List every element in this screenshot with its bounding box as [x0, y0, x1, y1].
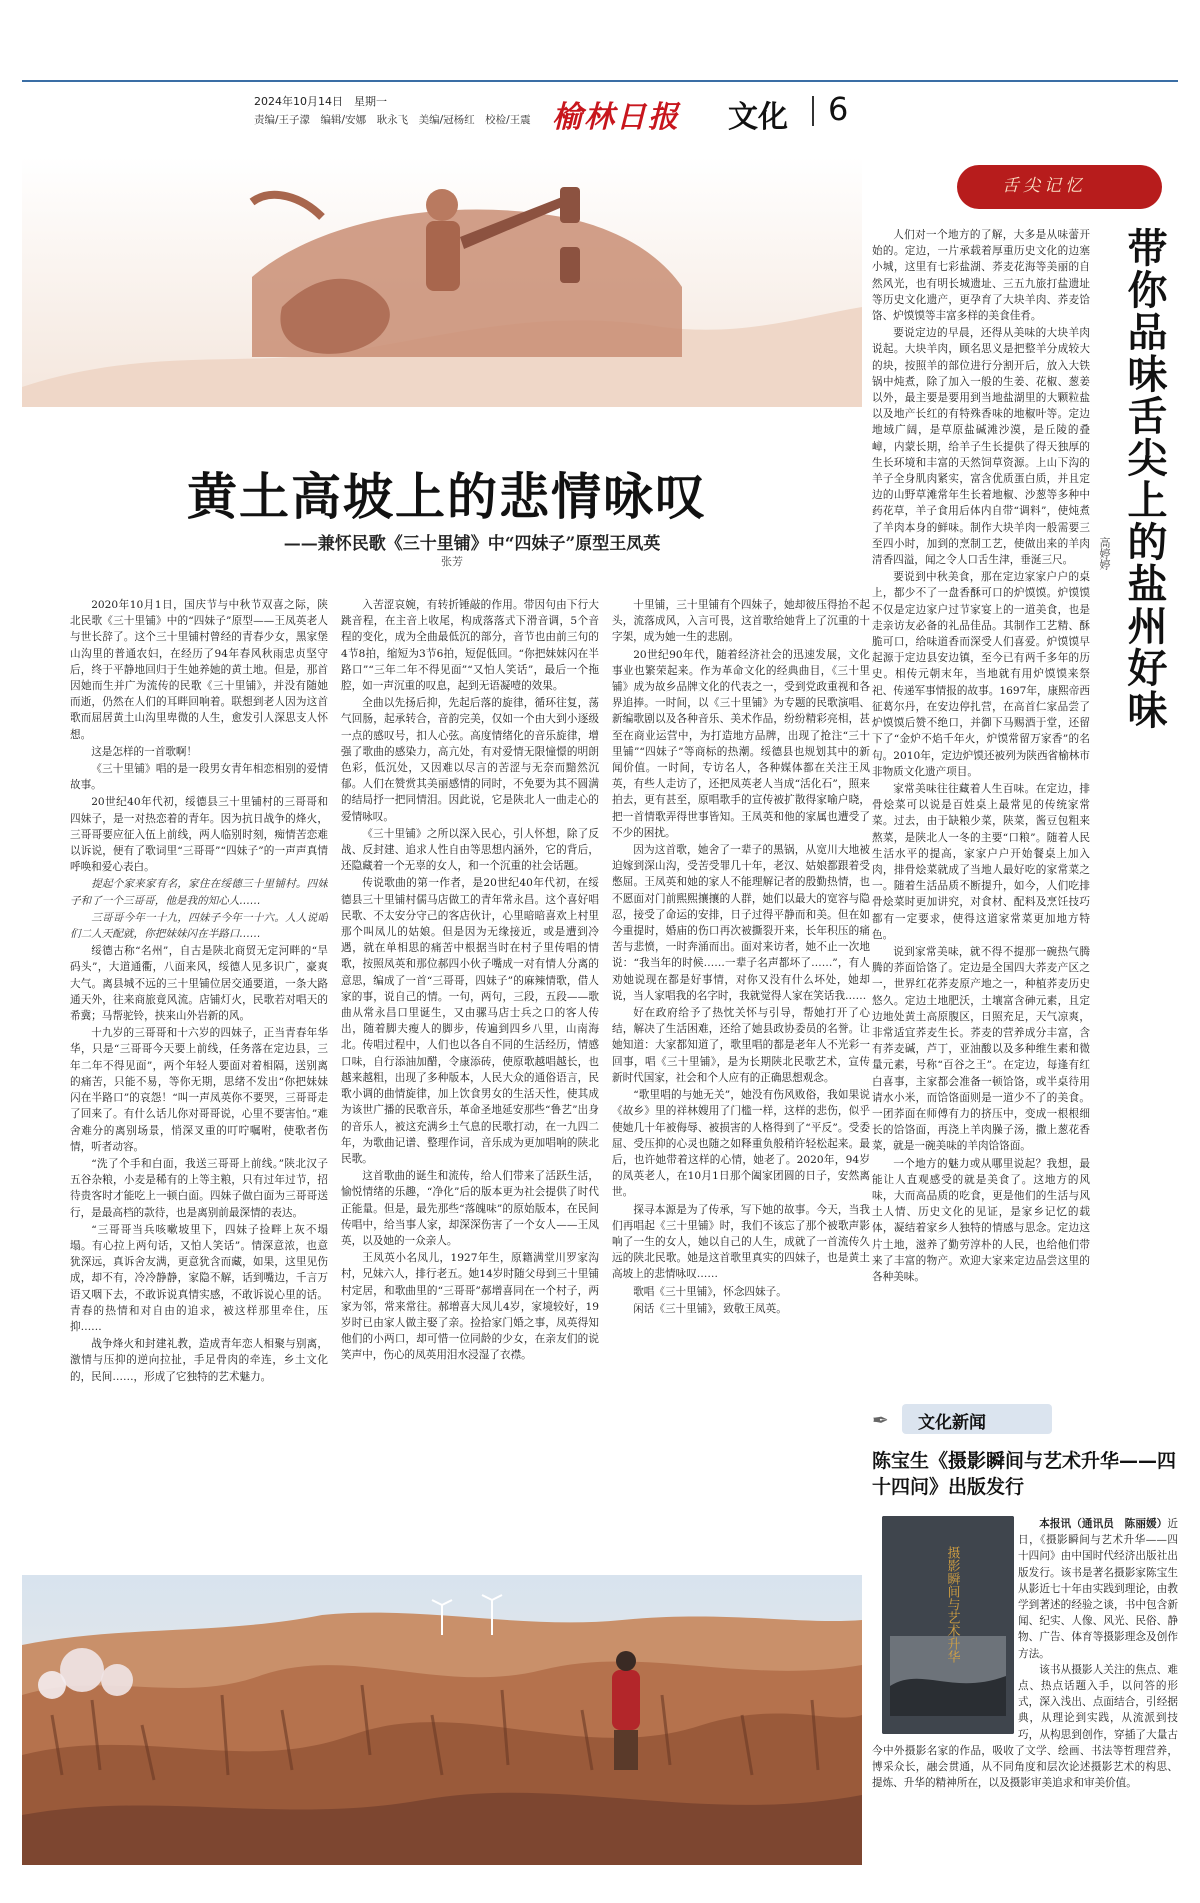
news-title: 陈宝生《摄影瞬间与艺术升华——四十四问》出版发行 [872, 1450, 1177, 1498]
article-paragraph: 好在政府给予了热忱关怀与引导，帮她打开了心结，解决了生活困难，还给了她县政协委员的名誉。让她知道：大家都知道了，歌里唱的都是老年人不光彩一回事，唱《三十里铺》，是为长期陕北民歌艺术，宣传新时代国家，社会和个人应有的正确思想观念。 [612, 1007, 870, 1084]
article-paragraph: “三哥哥当兵咳嗽坡里下，四妹子捡畔上灰不塌塌。有心拉上两句话，又怕人笑话”。情深意浓，也意犹深远，真诉舍友满，更意犹含而藏，如果，这里见伤成，却不有，冷冷静静，家隐不解，话到嘴边，千言万语又咽下去，不敢诉说真情实感，不敢诉说心里的话。青春的热情和对自由的追求，被这样那里牵住，压抑…… [70, 1223, 328, 1333]
food-paragraph: 要说定边的早晨，还得从美味的大块羊肉说起。大块羊肉，顾名思义是把整羊分成较大的块，按照羊的部位进行分割开后，放入大铁锅中炖煮，除了加入一般的生姜、花椒、葱姜以外，最主要是要用到当地盐湖里的大颗粒盐以及地产长红的有特殊香味的地椒叶等。定边地域广阔，是草原盐碱滩沙漠，是丘陵的叠嶂，内蒙长期，给羊子生长提供了得天独厚的生长环境和丰富的天然饲草资源。上山下沟的羊子全身肌肉紧实，富含优质蛋白质，并且定边的山野草滩常年生长着地椒、沙葱等多种中药花草，羊子食用后体内自带“调料”，使炖煮了羊肉本身的鲜味。制作大块羊肉一般需要三至四小时，加到的烹制工艺，使做出来的羊肉清香四溢，闻之令人口舌生津，垂涎三尺。 [872, 327, 1090, 567]
food-paragraph: 要说到中秋美食，那在定边家家户户的桌上，都少不了一盘香酥可口的炉馍馍。炉馍馍不仅是定边家户过节家宴上的一道美食，也是走亲访友必备的礼品佳品。其制作工艺精、酥脆可口，给味道香而深受人们喜爱。炉馍馍早起源于定边县安边镇，至今已有两千多年的历史。相传元朝末年，当地就有用炉馍馍来祭祀、传递军事情报的故事。1697年，康熙帝西征葛尔丹，在安边停扎营，在高首仁家品尝了炉馍馍后赞不绝口，并御下马赐酒于堂，还留下了“金炉不焰千年火，炉馍常留万家香”的名句。2010年，定边炉馍还被列为陕西省榆林市非物质文化遗产项目。 [872, 571, 1090, 778]
masthead [22, 80, 1178, 136]
article-paragraph: 这是怎样的一首歌啊！ [91, 745, 198, 758]
quill-icon: ✒ [872, 1408, 889, 1432]
article-paragraph: 因为这首歌，她舍了一辈子的黑锅，从宽川大地被迫嫁到深山沟，受苦受罪几十年，老汉、姑娘都跟着受憋屈。王凤英和她的家人不能理解记者的殷勤热情，也不愿面对门前熙熙攘攘的人群，她们以最大的宽容与隐忍，接受了命运的安排，日子过得平静而和美。但在如今重提时，婚庙的伤口再次被撕裂开来，长年积压的痛苦与悲愤，一时奔涌而出。面对来访者，她不止一次地说：“我当年的时候……一辈子名声都坏了……”，有人劝她说现在都是好事情，对你又没有什么坏处，她却说，当人家唱我的名字时，我就觉得人家在笑话我…… [612, 844, 870, 1002]
article-paragraph: 《三十里铺》唱的是一段男女青年相恋相别的爱情故事。 [70, 763, 328, 792]
lyric-quote: 三哥哥今年一十九，四妹子今年一十六。人人说咱们二人天配就，你把妹妹闪在半路口…… [70, 911, 328, 941]
article-paragraph: 传说歌曲的第一作者，是20世纪40年代初，在绥德县三十里铺村儒马店做工的青年常永昌。这个喜好唱民歌、不太安分守己的客店伙计，心里暗暗喜欢上村里那个叫凤儿的姑娘。但是因为无缘接近，或是遭到冷遇，就在单相思的痛苦中根据当时在村子里传唱的情歌，按照凤英和那位郝四小伙子嘴成一对有情人分离的意思，编成了一首“三哥哥，四妹子”的麻辣情歌，借人家的事，说自己的情。一句，两句，三段，五段——歌曲从常永昌口里诞生，又由骡马店士兵之口的客人传出，随着脚夫瘦人的脚步，传遍到四乡八里，山南海北。传唱过程中，人们也以各自不同的生活经历，情感口味，自行添油加醋，令康添砖，使原歌越唱越长，也越来越粗，出现了多种版本，人民大众的通俗语言，民歌小调的曲情旋律，加上饮食男女的生活天性，使其成为该世广播的民歌音乐，革命圣地延安那些“鲁艺”出身的音乐人，被这充满乡土气息的民歌打动，在一九四二年，为歌曲记谱、整理作词，音乐成为更加唱响的陕北民歌。 [341, 877, 599, 1165]
article-paragraph: 战争烽火和封建礼教，造成青年恋人相聚与别离，激情与压抑的逆向拉扯，手足骨肉的牵连，乡土文化的，民间……，形成了它独特的艺术魅力。 [70, 1338, 328, 1383]
article-paragraph: 全曲以先扬后抑，先起后落的旋律，循环往复，荡气回肠，起承转合，音韵完美，仅如一个由大到小逐级一点的感叹号，扣人心弦。高度情绪化的音乐旋律，增强了歌曲的感染力，高亢处，有对爱情无限憧憬的明朗色彩，低沉处，又因难以尽言的苦涩与无奈而黯然沉郁。人们在赞赏其美丽感情的同时，不免要为其不圆满的结局抒一把同情泪。因此说，它是陕北人一曲走心的爱情咏叹。 [341, 697, 599, 823]
article-paragraph: 20世纪40年代初，绥德县三十里铺村的三哥哥和四妹子，是一对热恋着的青年。因为抗日战争的烽火，三哥哥要应征入伍上前线，两人临别时刻，痴情苦恋难以诉说，便有了歌词里“三哥哥”“四妹子”的一声声真情呼唤和爱心表白。 [70, 796, 328, 874]
news-dateline: 本报讯（通讯员 陈丽媛） [1039, 1518, 1168, 1530]
article-paragraph: 20世纪90年代，随着经济社会的迅速发展，文化事业也繁荣起来。作为革命文化的经典曲目，《三十里铺》成为故乡品牌文化的代表之一，受到党政重视和各界追捧。一时间，以《三十里铺》为专题的民歌演唱、新编歌剧以及各种音乐、美术作品，纷纷精彩亮相，甚至在商业运营中，为打造地方品牌，出现了抢注“三十里铺”“四妹子”等商标的热潮。绥德县也规划其中的新闻价值。一时间，专访名人，各种媒体都在关注王凤英，有些人走访了，还把凤英老人当成“活化石”，照来拍去，更有甚至，原唱歌手的宣传被扩散得家喻户晓，把一首情歌弄得世事皆知。王凤英和他的家属也遭受了不少的困扰。 [612, 648, 870, 839]
article-paragraph: 闲话《三十里铺》，致敬王凤英。 [633, 1302, 787, 1315]
issue-date: 2024年10月14日 星期一 [254, 95, 387, 108]
section-name: 文化 [728, 100, 788, 135]
article-paragraph: “洗了个手和白面，我送三哥哥上前线。”陕北汉子五谷杂粮，小麦是稀有的上等主粮，只有过年过节，招待贵客时才能吃上一顿白面。四妹子做白面为三哥哥送行，是最高档的款待，也是离别前最深情的表达。 [70, 1157, 328, 1219]
article-subtitle: ——兼怀民歌《三十里铺》中“四妹子”原型王凤英 [283, 534, 661, 554]
article-paragraph: 探寻本源是为了传承，写下她的故事。今天，当我们再唱起《三十里铺》时，我们不该忘了那个被歌声影响了一生的女人，她以自己的人生，成就了一首流传久远的陕北民歌。她是这首歌里真实的四妹子，也是黄土高坡上的悲情咏叹…… [612, 1203, 870, 1281]
article-paragraph: 绥德古称“名州”，自古是陕北商贸无定河畔的“旱码头”，大道通衢，八面来风，绥德人见多识广，豪爽大气。离县城不远的三十里铺位居交通要道，一条大路通天外，往来商旅竟风流。店铺灯火，民歌若对唱天的希冀；马帮驼铃，挟来山外岩新的风。 [70, 945, 328, 1023]
article-paragraph: 十九岁的三哥哥和十六岁的四妹子，正当青春年华华，只是“三哥哥今天要上前线，任务落在定边县，三年二年不得见面”，两个年轻人要面对着相隔，送别离的痛苦，只能不易，等你无期，思绪不发出“你把妹妹闪在半路口”的哀怨！“叫一声凤英你不要哭，三哥哥走了回来了。有什么话儿你对哥哥说，心里不要害怕。”难舍难分的离别场景，悄深叉重的叮咛嘱咐，使歌者伤情，听者动容。 [70, 1027, 328, 1153]
food-article-title: 带你品味舌尖上的盐州好味 [1121, 227, 1167, 731]
article-paragraph: 2020年10月1日，国庆节与中秋节双喜之际，陕北民歌《三十里铺》中的“四妹子”原型——王凤英老人与世长辞了。这个三十里铺村曾经的青春少女，黑家堡山沟里的普通农妇，在经历了94年春风秋雨忠贞坚守后，终于平静地回归于生她养她的黄土地。但是，那首因她而生并广为流传的民歌《三十里铺》，并没有随她而逝，仍然在人们的耳畔回响着。联想到老人因为这首歌而屈居黄土山沟里卑微的人生，愈发引人深思支人怀想。 [70, 599, 328, 741]
food-paragraph: 说到家常美味，就不得不提那一碗热气腾腾的荞面饸饹了。定边是全国四大荞麦产区之一，世界红花荞麦原产地之一，种植荞麦历史悠久。定边土地肥沃，土壤富含砷元素，且定边地处黄土高原腹区，日照充足，天气凉爽，非常适宜荞麦生长。荞麦的营养成分丰富，含有荞麦碱，芦丁，亚油酸以及多种维生素和微量元素，号称“百谷之王”。在定边，每逢有红白喜事，主家都会准备一顿饸饹，或半桌待用请水小米，而饸饹面则是一道少不了的美食。一团荞面在师傅有力的挤压中，变成一根根细长的饸饹面，再浇上羊肉臊子汤，撒上葱花香菜，就是一碗美味的羊肉饸饹面。 [872, 945, 1090, 1153]
article-paragraph: 王凤英小名凤儿，1927年生，原籍满堂川罗家沟村，兄妹六人，排行老五。她14岁时随父母到三十里铺村定居，和歌曲里的“三哥哥”郝增喜同在一个村子，两家为邻，常来常往。郝增喜大凤儿4岁，家境较好，19岁时已由家人做主娶了亲。捡拾家门婚之事，凤英得知他们的小两口，却可惜一位同龄的少女，在亲友们的说笑声中，伤心的凤英用泪水浸湿了衣襟。 [341, 1252, 599, 1362]
hero-illustration [22, 157, 862, 407]
article-column [341, 597, 599, 1572]
news-paragraph: 该书从摄影人关注的焦点、难点、热点话题入手，以问答的形式，深入浅出、点面结合，引经据典，从理论到实践，从流派到技巧，从构思到创作，穿插了大量古今中外摄影名家的作品，吸收了文学、绘画、书法等哲理营养，博采众长，融会贯通，从不同角度和层次论述摄影艺术的构思、提炼、升华的精神所在，以及摄影审美追求和审美价值。 [872, 1663, 1178, 1790]
news-paragraph: 近日，《摄影瞬间与艺术升华——四十四问》由中国时代经济出版社出版发行。该书是著名摄影家陈宝生从影近七十年由实践到理论，由教学到著述的经验之谈，书中包含新闻、纪实、人像、风光、民俗、静物、广告、体育等摄影理念及创作方法。 [1018, 1518, 1178, 1660]
newspaper-logo: 榆林日报 [552, 100, 680, 135]
article-body [70, 597, 870, 1572]
article-author: 张芳 [441, 555, 463, 568]
food-article-body [872, 227, 1090, 1407]
page-number: 6 [828, 90, 849, 128]
news-label: 文化新闻 [918, 1413, 986, 1433]
column-header-text: 舌尖记忆 [1002, 176, 1086, 196]
article-paragraph: “歌里唱的与她无关”，她没有伤风败俗，我如果说《故乡》里的祥林嫂用了门槛一样，这样的悲伤，似乎使她几十年被侮辱、被损害的人格得到了“平反”。受委屈、受压抑的心灵也随之如释重负般稍许轻松起来。最后，也许她带着这样的心情，她老了。2020年，94岁的凤英老人，在10月1日那个阖家团圆的日子，安然离世。 [612, 1089, 870, 1199]
article-paragraph: 这首歌曲的诞生和流传，给人们带来了活跃生活，愉悦情绪的乐趣，“净化”后的版本更为社会提供了时代正能量。但是，最先那些“落魄味”的原始版本，在民间传唱中，给当事人家，却深深伤害了一个女人——王凤英，以及她的一众亲人。 [341, 1170, 599, 1247]
food-feature [872, 157, 1178, 1407]
loess-landscape-photo [22, 1575, 862, 1865]
article-paragraph: 十里铺，三十里铺有个四妹子，她却彼压得抬不起头，流落成风，入言可畏，这首歌给她背上了沉重的十字架，成为她一生的悲剧。 [612, 599, 870, 644]
article-paragraph: 歌唱《三十里铺》，怀念四妹子。 [633, 1285, 787, 1298]
article-column [612, 597, 870, 1572]
book-cover-title: 摄影瞬间与艺术升华 [944, 1546, 960, 1663]
article-title: 黄土高坡上的悲情咏叹 [187, 468, 707, 526]
editor-credits: 责编/王子濛 编辑/安娜 耿永飞 美编/冠杨红 校检/王震 [254, 114, 531, 126]
culture-news [872, 1404, 1178, 1865]
food-paragraph: 一个地方的魅力或从哪里说起？我想，最能让人直观感受的就是美食了。这地方的风味，大而高品质的吃食，更是他们的生活与风土人情、历史文化的见证，是家乡记忆的载体，凝结着家乡人独特的情感与思念。定边这片土地，滋养了勤劳淳朴的人民，也给他们带来了丰富的物产。欢迎大家来定边品尝这里的各种美味。 [872, 1157, 1090, 1283]
article-paragraph: 入苦涩哀婉，有转折锤敲的作用。带因句由下行大跳音程，在主音上收尾，构成落落式下滑音调，5个音程的变化，成为全曲最低沉的部分，音节也由前三句的4节8拍，缩短为3节6拍，短促低回。“你把妹妹闪在半路口”“三年二年不得见面”“又怕人笑话”，最后一个拖腔，如一声沉重的叹息，起到无语凝噎的效果。 [341, 599, 599, 693]
lyric-quote: 提起个家来家有名，家住在绥德三十里铺村。四妹子和了一个三哥哥，他是我的知心人…… [70, 878, 328, 907]
article-paragraph: 《三十里铺》之所以深入民心，引人怀想，除了反战、反封建、追求人性自由等思想内涵外，它的背后，还隐藏着一个无辜的女人，和一个沉重的社会话题。 [341, 827, 599, 873]
food-article-author: 高婷婷 [1098, 537, 1111, 570]
masthead-divider [812, 96, 814, 126]
feature-article [22, 157, 870, 1865]
news-body [872, 1516, 1178, 1791]
food-paragraph: 家常美味往往藏着人生百味。在定边，排骨烩菜可以说是百姓桌上最常见的传统家常菜。过去，由于缺粮少菜，陕菜，酱豆包粗来熬菜，是陕北人一冬的主要“口粮”。随着人民生活水平的提高，家家户户开始餐桌上加入肉，排骨烩菜就成了当地人最好吃的家常菜之一。随着生活品质不断提升，如今，人们吃排骨烩菜时更加讲究，对食材、配料及烹饪技巧都有一定要求，使得这道家常菜更加地方特色。 [872, 782, 1090, 941]
article-column [70, 597, 328, 1572]
food-paragraph: 人们对一个地方的了解，大多是从味蕾开始的。定边，一片承载着厚重历史文化的边塞小城，这里有七彩盐湖、荞麦花海等美丽的自然风光，也有明长城遗址、三五九旅打盐遗址等历史文化遗产，更孕育了大块羊肉、荞麦饸饹、炉馍馍等丰富多样的美食佳肴。 [872, 229, 1090, 323]
